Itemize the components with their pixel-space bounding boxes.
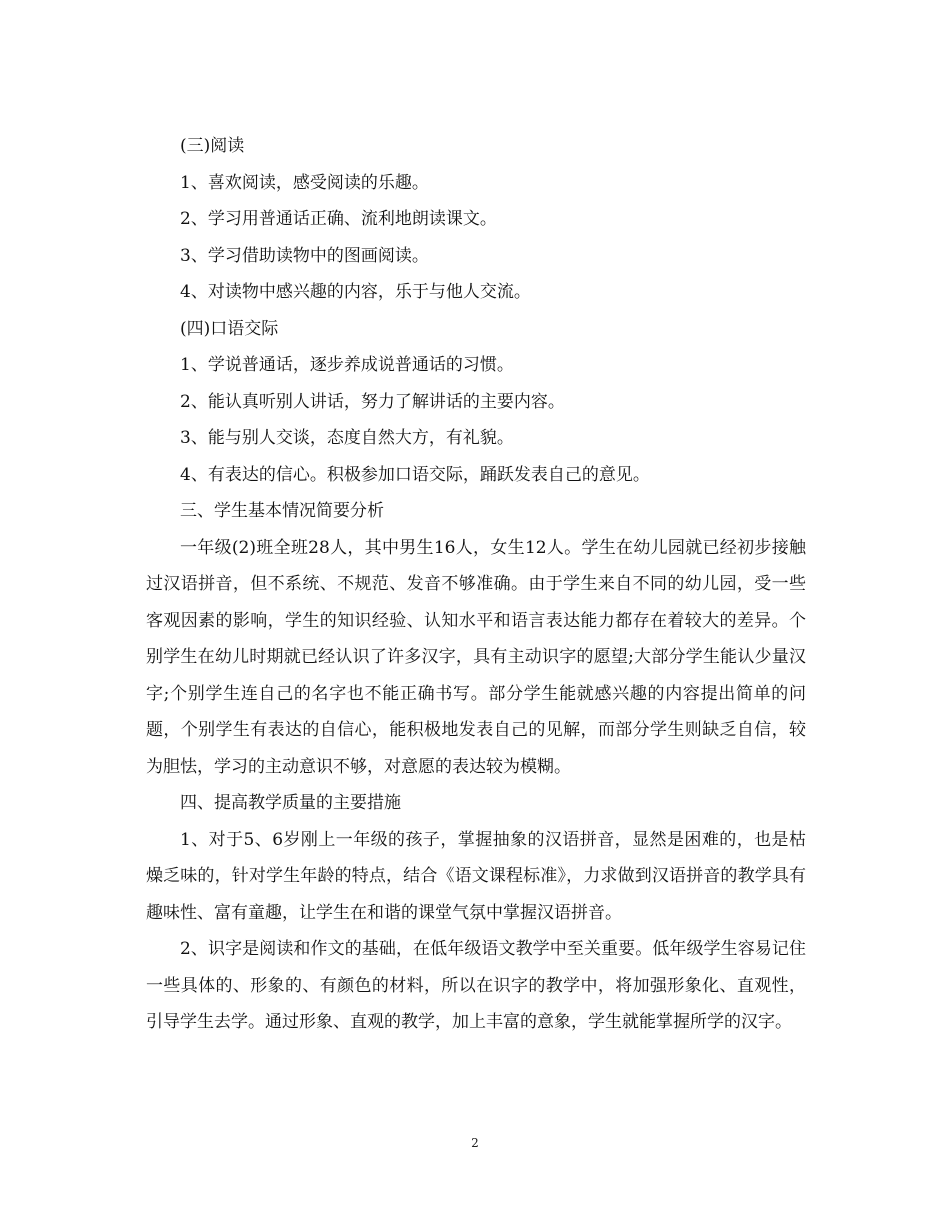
oral-item-4: 4、有表达的信心。积极参加口语交际，踊跃发表自己的意见。 xyxy=(180,464,650,485)
section-heading-reading: (三)阅读 xyxy=(180,136,245,156)
measure-paragraph-2: 2、识字是阅读和作文的基础，在低年级语文教学中至关重要。低年级学生容易记住一些具体的、形象的、有颜色的材料，所以在识字的教学中，将加强形象化、直观性，引导学生去学。通过形象、直观的教学，加上丰富的意象，学生就能掌握所学的汉字。 xyxy=(146,939,806,1032)
reading-item-3: 3、学习借助读物中的图画阅读。 xyxy=(180,245,429,266)
oral-item-2: 2、能认真听别人讲话，努力了解讲话的主要内容。 xyxy=(180,391,565,412)
page-number: 2 xyxy=(471,1136,479,1150)
section-heading-oral: (四)口语交际 xyxy=(180,318,279,339)
oral-item-1: 1、学说普通话，逐步养成说普通话的习惯。 xyxy=(180,355,514,375)
section-heading-analysis: 三、学生基本情况简要分析 xyxy=(180,501,384,521)
reading-item-4: 4、对读物中感兴趣的内容，乐于与他人交流。 xyxy=(180,282,531,302)
reading-item-2: 2、学习用普通话正确、流利地朗读课文。 xyxy=(180,209,497,229)
measure-paragraph-1: 1、对于5、6岁刚上一年级的孩子，掌握抽象的汉语拼音，显然是困难的，也是枯燥乏味的，针对学生年龄的特点，结合《语文课程标准》，力求做到汉语拼音的教学具有趣味性、富有童趣，让学生在和谐的课堂气氛中掌握汉语拼音。 xyxy=(146,829,806,923)
oral-item-3: 3、能与别人交谈，态度自然大方，有礼貌。 xyxy=(180,428,514,448)
reading-item-1: 1、喜欢阅读，感受阅读的乐趣。 xyxy=(180,172,429,193)
section-heading-measures: 四、提高教学质量的主要措施 xyxy=(180,793,401,813)
analysis-paragraph: 一年级(2)班全班28人，其中男生16人，女生12人。学生在幼儿园就已经初步接触过汉语拼音，但不系统、不规范、发音不够准确。由于学生来自不同的幼儿园，受一些客观因素的影响，学生的知识经验、认知水平和语言表达能力都存在着较大的差异。个别学生在幼儿时期就已经认识了许多汉字，具有主动识字的愿望;大部分学生能认少量汉字;个别学生连自己的名字也不能正确书写。部分学生能就感兴趣的内容提出简单的问题，个别学生有表达的自信心，能积极地发表自己的见解，而部分学生则缺乏自信，较为胆怯，学习的主动意识不够，对意愿的表达较为模糊。 xyxy=(146,537,806,777)
document-body xyxy=(146,128,806,1041)
